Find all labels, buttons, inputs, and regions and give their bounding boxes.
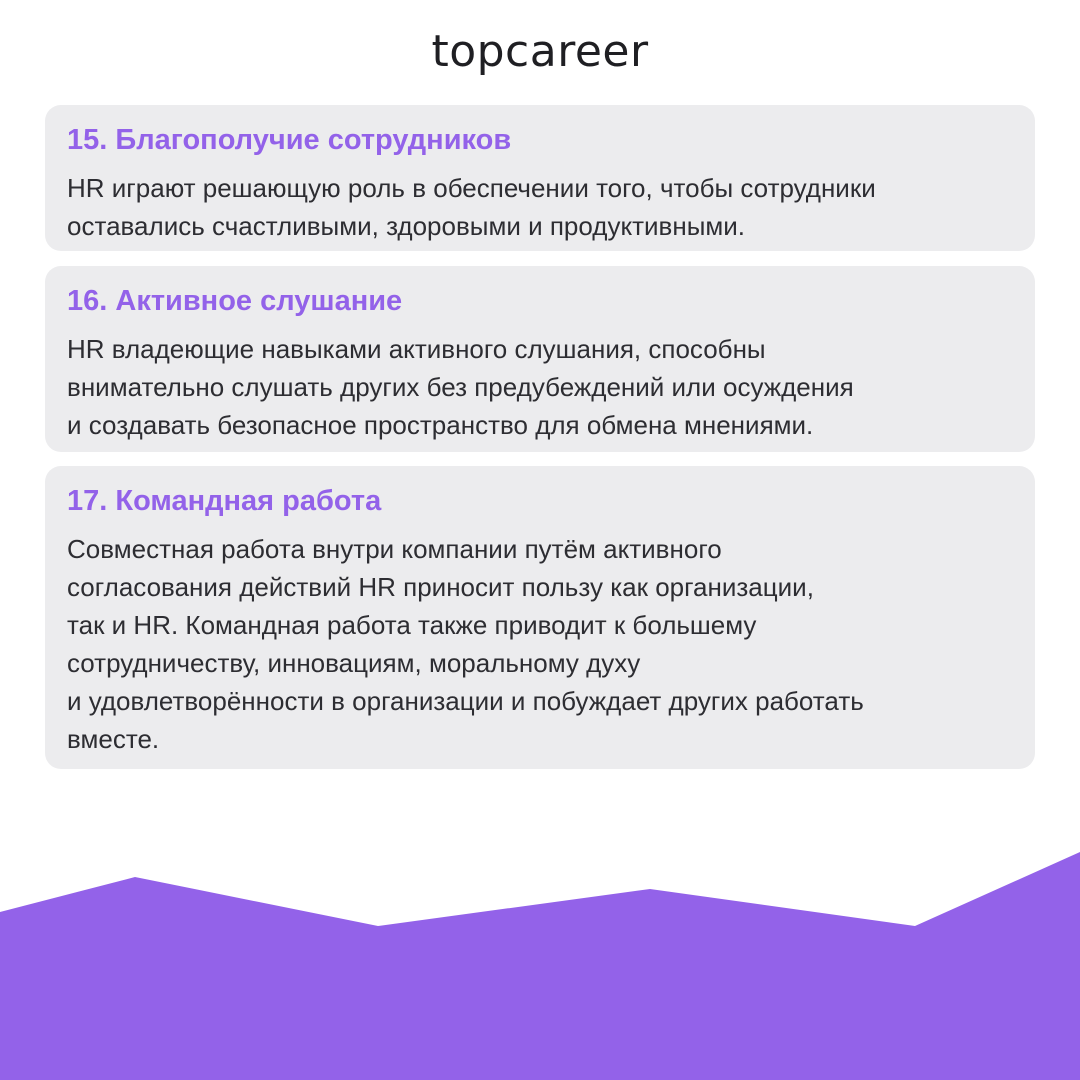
brand-logo: topcareer <box>431 26 649 77</box>
card-text: HR играют решающую роль в обеспечении того, чтобы сотрудники оставались счастливыми, здоровыми и продуктивными. <box>67 173 876 241</box>
card-text: Совместная работа внутри компании путём активного согласования действий HR приносит пользу как организации, так и HR. Командная работа также приводит к большему сотрудничеству, инновациям, моральному духу и удовлетворённости в организации и побуждает других работать вместе. <box>67 534 864 754</box>
purple-wave-shape <box>0 852 1080 1080</box>
info-card-employee-wellbeing <box>45 105 1035 251</box>
info-card-teamwork <box>45 466 1035 769</box>
card-title: 17. Командная работа <box>67 485 382 517</box>
info-card-active-listening <box>45 266 1035 452</box>
card-text: HR владеющие навыками активного слушания, способны внимательно слушать других без предубеждений или осуждения и создавать безопасное пространство для обмена мнениями. <box>67 334 854 440</box>
card-title: 16. Активное слушание <box>67 285 403 317</box>
card-title: 15. Благополучие сотрудников <box>67 124 512 156</box>
purple-wave-decoration <box>0 850 1080 1080</box>
